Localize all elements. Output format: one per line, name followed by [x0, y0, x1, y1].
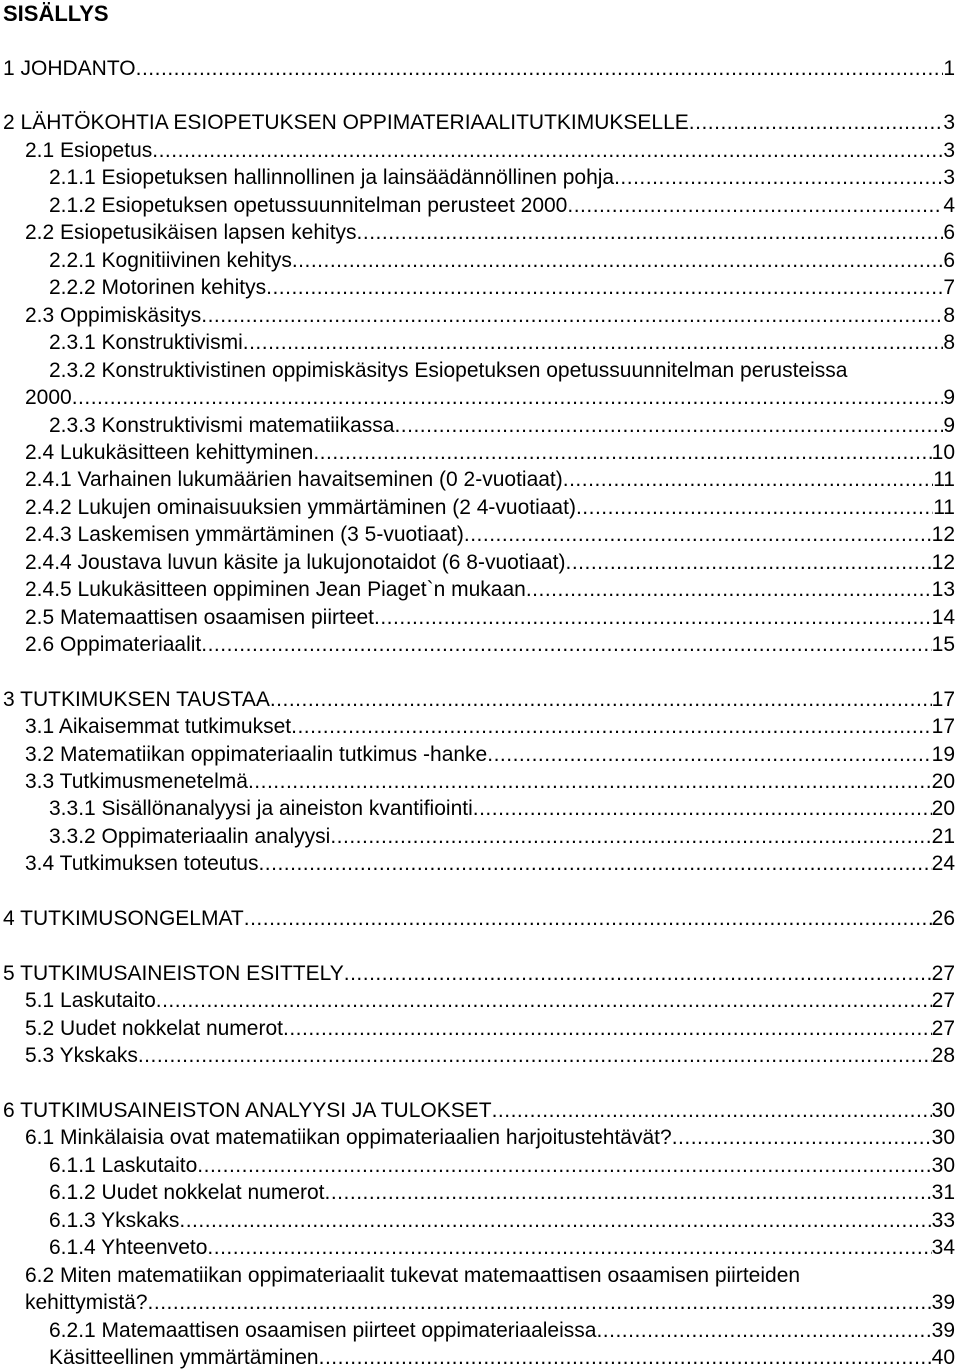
- toc-entry-page-number: 8: [943, 304, 955, 327]
- toc-entry-page-number: 9: [943, 414, 955, 437]
- toc-entry-page-number: 20: [931, 770, 955, 793]
- dot-leader: [156, 987, 932, 1014]
- toc-entry-page-number: 17: [931, 715, 955, 738]
- dot-leader: [201, 302, 943, 329]
- toc-entry-label: 3.1 Aikaisemmat tutkimukset: [25, 715, 292, 738]
- toc-entry-page-number: 31: [931, 1181, 955, 1204]
- dot-leader: [689, 109, 944, 136]
- toc-entry-page-number: 28: [931, 1044, 955, 1067]
- toc-entry-page-number: 11: [933, 468, 955, 491]
- toc-entry[interactable]: [3, 1097, 955, 1124]
- toc-entry[interactable]: [49, 823, 955, 850]
- toc-entry-label: 6.2.1 Matemaattisen osaamisen piirteet oppimateriaaleissa: [49, 1319, 597, 1342]
- toc-entry[interactable]: [25, 631, 955, 658]
- toc-entry[interactable]: [49, 1179, 955, 1206]
- dot-leader: [152, 137, 943, 164]
- toc-entry-label: 4 TUTKIMUSONGELMAT: [3, 907, 244, 930]
- toc-entry-page-number: 13: [931, 578, 955, 601]
- toc-entry-label: 5.2 Uudet nokkelat numerot: [25, 1017, 283, 1040]
- toc-entry-label: 3 TUTKIMUKSEN TAUSTAA: [3, 688, 270, 711]
- toc-entry-label: 2.3.2 Konstruktivistinen oppimiskäsitys Esiopetuksen opetussuunnitelman perusteissa: [49, 359, 848, 382]
- toc-entry[interactable]: [25, 604, 955, 631]
- dot-leader: [291, 713, 932, 740]
- dot-leader: [344, 960, 932, 987]
- dot-leader: [492, 1097, 932, 1124]
- toc-entry-page-number: 12: [931, 523, 955, 546]
- toc-entry-page-number: 11: [933, 496, 955, 519]
- toc-entry[interactable]: [49, 1207, 955, 1234]
- toc-entry-label: 3.3.1 Sisällönanalyysi ja aineiston kvantifiointi: [49, 797, 473, 820]
- toc-entry-label: 3.4 Tutkimuksen toteutus: [25, 852, 259, 875]
- toc-entry-page-number: 27: [931, 1017, 955, 1040]
- toc-entry[interactable]: [25, 494, 955, 521]
- dot-leader: [283, 1015, 932, 1042]
- toc-entry[interactable]: [25, 768, 955, 795]
- toc-entry-label: 3.3 Tutkimusmenetelmä: [25, 770, 248, 793]
- toc-entry-page-number: 30: [931, 1099, 955, 1122]
- toc-entry[interactable]: [25, 1262, 955, 1316]
- toc-entry-label: 2 LÄHTÖKOHTIA ESIOPETUKSEN OPPIMATERIAALITUTKIMUKSELLE: [3, 111, 689, 134]
- toc-entry-label: 6.2 Miten matematiikan oppimateriaalit tukevat matemaattisen osaamisen piirteiden: [25, 1264, 801, 1287]
- toc-entry-page-number: 9: [943, 386, 955, 409]
- toc-entry[interactable]: [49, 1317, 955, 1344]
- toc-entry[interactable]: [49, 1344, 955, 1371]
- toc-entry-page-number: 3: [943, 111, 955, 134]
- toc-entry[interactable]: [25, 1124, 955, 1151]
- toc-entry[interactable]: [25, 439, 955, 466]
- toc-entry-page-number: 15: [931, 633, 955, 656]
- toc-entry-label: 2.1.1 Esiopetuksen hallinnollinen ja lainsäädännöllinen pohja: [49, 166, 615, 189]
- dot-leader: [567, 192, 943, 219]
- toc-entry-label: 5.3 Ykskaks: [25, 1044, 138, 1067]
- dot-leader: [394, 412, 943, 439]
- toc-entry-page-number: 3: [943, 139, 955, 162]
- dot-leader: [136, 55, 944, 82]
- dot-leader: [576, 494, 933, 521]
- toc-entry-label: Käsitteellinen ymmärtäminen: [49, 1346, 319, 1369]
- toc-entry-label: 2.4.3 Laskemisen ymmärtäminen (3 5-vuotiaat): [25, 523, 464, 546]
- dot-leader: [357, 219, 944, 246]
- toc-entry-page-number: 3: [943, 166, 955, 189]
- toc-entry-page-number: 19: [931, 743, 955, 766]
- toc-entry[interactable]: [49, 192, 955, 219]
- toc-entry-label: 2.5 Matemaattisen osaamisen piirteet: [25, 606, 375, 629]
- dot-leader: [563, 466, 933, 493]
- dot-leader: [179, 1207, 931, 1234]
- toc-entry-page-number: 39: [931, 1291, 955, 1314]
- dot-leader: [258, 850, 931, 877]
- toc-entry-page-number: 39: [931, 1319, 955, 1342]
- dot-leader: [325, 1179, 932, 1206]
- toc-entry-page-number: 27: [931, 962, 955, 985]
- toc-entry-label: 6.1.2 Uudet nokkelat numerot: [49, 1181, 325, 1204]
- toc-entry-page-number: 14: [931, 606, 955, 629]
- toc-entry-page-number: 1: [943, 57, 955, 80]
- toc-entry[interactable]: [25, 1042, 955, 1069]
- dot-leader: [672, 1124, 932, 1151]
- toc-entry-label: 2.3.1 Konstruktivismi: [49, 331, 243, 354]
- toc-entry-label: 3.3.2 Oppimateriaalin analyysi: [49, 825, 331, 848]
- toc-entry[interactable]: [25, 219, 955, 246]
- toc-entry-label: 6 TUTKIMUSAINEISTON ANALYYSI JA TULOKSET: [3, 1099, 492, 1122]
- toc-entry[interactable]: [25, 549, 955, 576]
- dot-leader: [244, 905, 932, 932]
- toc-entry[interactable]: [49, 1152, 955, 1179]
- toc-entry-page-number: 26: [931, 907, 955, 930]
- toc-entry[interactable]: [3, 905, 955, 932]
- dot-leader: [243, 329, 944, 356]
- toc-entry[interactable]: [25, 302, 955, 329]
- dot-leader: [526, 576, 932, 603]
- toc-entry[interactable]: [3, 109, 955, 136]
- toc-entry[interactable]: [49, 412, 955, 439]
- toc-entry[interactable]: [25, 987, 955, 1014]
- dot-leader: [207, 1234, 931, 1261]
- toc-entry-page-number: 21: [931, 825, 955, 848]
- toc-entry-label: 2.3.3 Konstruktivismi matematiikassa: [49, 414, 395, 437]
- toc-entry-label: 6.1.3 Ykskaks: [49, 1209, 180, 1232]
- dot-leader: [248, 768, 932, 795]
- toc-entry[interactable]: [25, 137, 955, 164]
- dot-leader: [374, 604, 932, 631]
- toc-entry[interactable]: [49, 274, 955, 301]
- toc-entry[interactable]: [49, 329, 955, 356]
- dot-leader: [292, 247, 944, 274]
- toc-entry-label: 2.1.2 Esiopetuksen opetussuunnitelman perusteet 2000: [49, 194, 568, 217]
- toc-entry-page-number: 30: [931, 1154, 955, 1177]
- toc-entry[interactable]: [25, 741, 955, 768]
- dot-leader: [464, 521, 932, 548]
- toc-entry-label-continued: kehittymistä?: [25, 1291, 148, 1314]
- dot-leader: [201, 631, 931, 658]
- dot-leader: [138, 1042, 932, 1069]
- toc-entry[interactable]: [49, 795, 955, 822]
- toc-entry-page-number: 4: [943, 194, 955, 217]
- dot-leader: [197, 1152, 931, 1179]
- toc-entry-label: 2.2.2 Motorinen kehitys: [49, 276, 267, 299]
- toc-entry[interactable]: [49, 164, 955, 191]
- toc-entry[interactable]: [49, 247, 955, 274]
- toc-entry-label: 5 TUTKIMUSAINEISTON ESITTELY: [3, 962, 344, 985]
- toc-entry-page-number: 8: [943, 331, 955, 354]
- toc-entry-label: 6.1.4 Yhteenveto: [49, 1236, 208, 1259]
- toc-entry-page-number: 30: [931, 1126, 955, 1149]
- toc-entry-page-number: 33: [931, 1209, 955, 1232]
- toc-entry-page-number: 40: [931, 1346, 955, 1369]
- toc-entry[interactable]: [25, 713, 955, 740]
- toc-entry-label: 1 JOHDANTO: [3, 57, 136, 80]
- dot-leader: [330, 823, 931, 850]
- toc-entry-label: 6.1.1 Laskutaito: [49, 1154, 198, 1177]
- dot-leader: [596, 1317, 931, 1344]
- toc-entry[interactable]: [25, 521, 955, 548]
- toc-entry-page-number: 17: [931, 688, 955, 711]
- toc-entry-label-continued: 2000: [25, 386, 72, 409]
- toc-entry-label: 2.4.1 Varhainen lukumäärien havaitseminen (0 2-vuotiaat): [25, 468, 563, 491]
- toc-entry[interactable]: [25, 357, 955, 411]
- toc-entry-page-number: 6: [943, 249, 955, 272]
- dot-leader: [614, 164, 943, 191]
- dot-leader: [148, 1289, 932, 1316]
- toc-entry-label: 2.4 Lukukäsitteen kehittyminen: [25, 441, 314, 464]
- toc-entry[interactable]: [25, 850, 955, 877]
- dot-leader: [270, 686, 932, 713]
- toc-entry-label: 2.4.2 Lukujen ominaisuuksien ymmärtäminen (2 4-vuotiaat): [25, 496, 576, 519]
- toc-entry-page-number: 27: [931, 989, 955, 1012]
- toc-entry-label: 2.2 Esiopetusikäisen lapsen kehitys: [25, 221, 357, 244]
- toc-entry-page-number: 6: [943, 221, 955, 244]
- toc-entry-label: 2.4.5 Lukukäsitteen oppiminen Jean Piaget`n mukaan: [25, 578, 526, 601]
- toc-entry[interactable]: [25, 1015, 955, 1042]
- dot-leader: [72, 384, 944, 411]
- toc-entry-label: 2.2.1 Kognitiivinen kehitys: [49, 249, 292, 272]
- toc-entry[interactable]: [3, 686, 955, 713]
- toc-entry-label: 2.1 Esiopetus: [25, 139, 153, 162]
- dot-leader: [473, 795, 932, 822]
- toc-entry-page-number: 20: [931, 797, 955, 820]
- toc-entry-page-number: 34: [931, 1236, 955, 1259]
- dot-leader: [319, 1344, 932, 1371]
- toc-entry-label: 2.4.4 Joustava luvun käsite ja lukujonotaidot (6 8-vuotiaat): [25, 551, 566, 574]
- toc-entry-label: 5.1 Laskutaito: [25, 989, 156, 1012]
- toc-title: SISÄLLYS: [3, 1, 109, 26]
- toc-entry-label: 2.6 Oppimateriaalit: [25, 633, 202, 656]
- toc-entry-label: 6.1 Minkälaisia ovat matematiikan oppimateriaalien harjoitustehtävät?: [25, 1126, 672, 1149]
- toc-entry-page-number: 12: [931, 551, 955, 574]
- toc-entry[interactable]: [49, 1234, 955, 1261]
- toc-entry-page-number: 7: [943, 276, 955, 299]
- dot-leader: [487, 741, 931, 768]
- toc-entry-page-number: 10: [931, 441, 955, 464]
- dot-leader: [313, 439, 931, 466]
- toc-entry[interactable]: [25, 576, 955, 603]
- toc-entry[interactable]: [3, 960, 955, 987]
- dot-leader: [266, 274, 943, 301]
- toc-entry[interactable]: [25, 466, 955, 493]
- toc-entry[interactable]: [3, 55, 955, 82]
- dot-leader: [566, 549, 932, 576]
- toc-entry-label: 2.3 Oppimiskäsitys: [25, 304, 202, 327]
- toc-entry-page-number: 24: [931, 852, 955, 875]
- toc-entry-label: 3.2 Matematiikan oppimateriaalin tutkimus -hanke: [25, 743, 488, 766]
